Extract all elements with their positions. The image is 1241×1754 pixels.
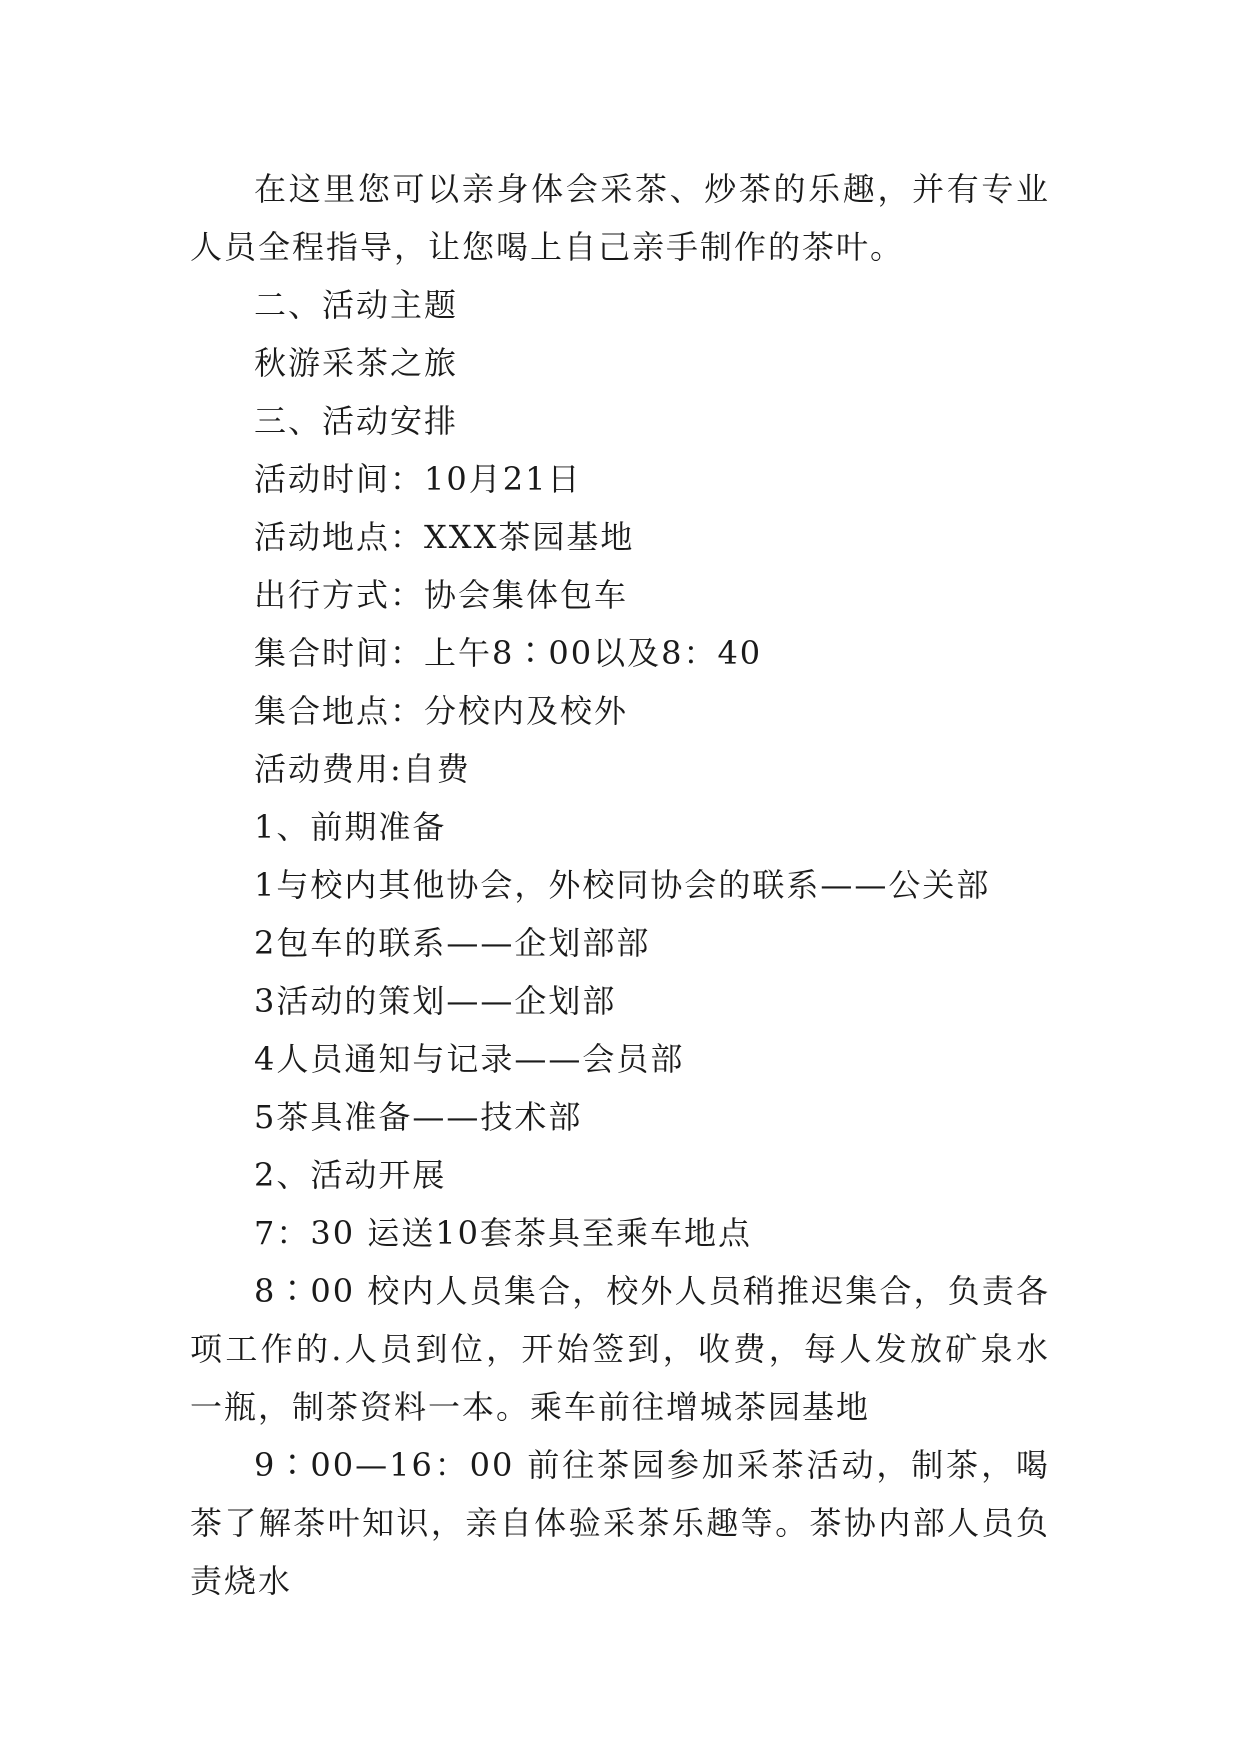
preparation-item: 5茶具准备——技术部 (254, 1098, 583, 1136)
preparation-item: 1与校内其他协会，外校同协会的联系——公关部 (254, 866, 991, 904)
travel-method: 出行方式：协会集体包车 (254, 576, 629, 614)
preparation-item: 3活动的策划——企划部 (254, 982, 617, 1020)
heading-activity-arrangement: 三、活动安排 (254, 402, 459, 440)
schedule-item: 7：30 运送10套茶具至乘车地点 (254, 1214, 752, 1252)
activity-location: 活动地点：XXX茶园基地 (254, 518, 635, 556)
paragraph-intro: 在这里您可以亲身体会采茶、炒茶的乐趣，并有专业人员全程指导，让您喝上自己亲手制作的茶叶。 (190, 170, 1050, 266)
heading-preparation: 1、前期准备 (254, 808, 447, 846)
heading-activity-conduct: 2、活动开展 (254, 1156, 447, 1194)
preparation-item: 2包车的联系——企划部部 (254, 924, 651, 962)
activity-theme-text: 秋游采茶之旅 (254, 344, 459, 382)
schedule-item: 8∶00 校内人员集合，校外人员稍推迟集合，负责各项工作的.人员到位，开始签到，收费，每人发放矿泉水一瓶，制茶资料一本。乘车前往增城茶园基地 (190, 1272, 1050, 1426)
document-body (190, 160, 1050, 1610)
heading-activity-theme: 二、活动主题 (254, 286, 459, 324)
preparation-item: 4人员通知与记录——会员部 (254, 1040, 685, 1078)
gathering-location: 集合地点：分校内及校外 (254, 692, 629, 730)
schedule-item: 9∶00—16：00 前往茶园参加采茶活动，制茶，喝茶了解茶叶知识，亲自体验采茶乐趣等。茶协内部人员负责烧水 (190, 1446, 1050, 1600)
activity-cost: 活动费用:自费 (254, 750, 471, 788)
gathering-time: 集合时间：上午8∶00以及8：40 (254, 634, 763, 672)
activity-time: 活动时间：10月21日 (254, 460, 582, 498)
